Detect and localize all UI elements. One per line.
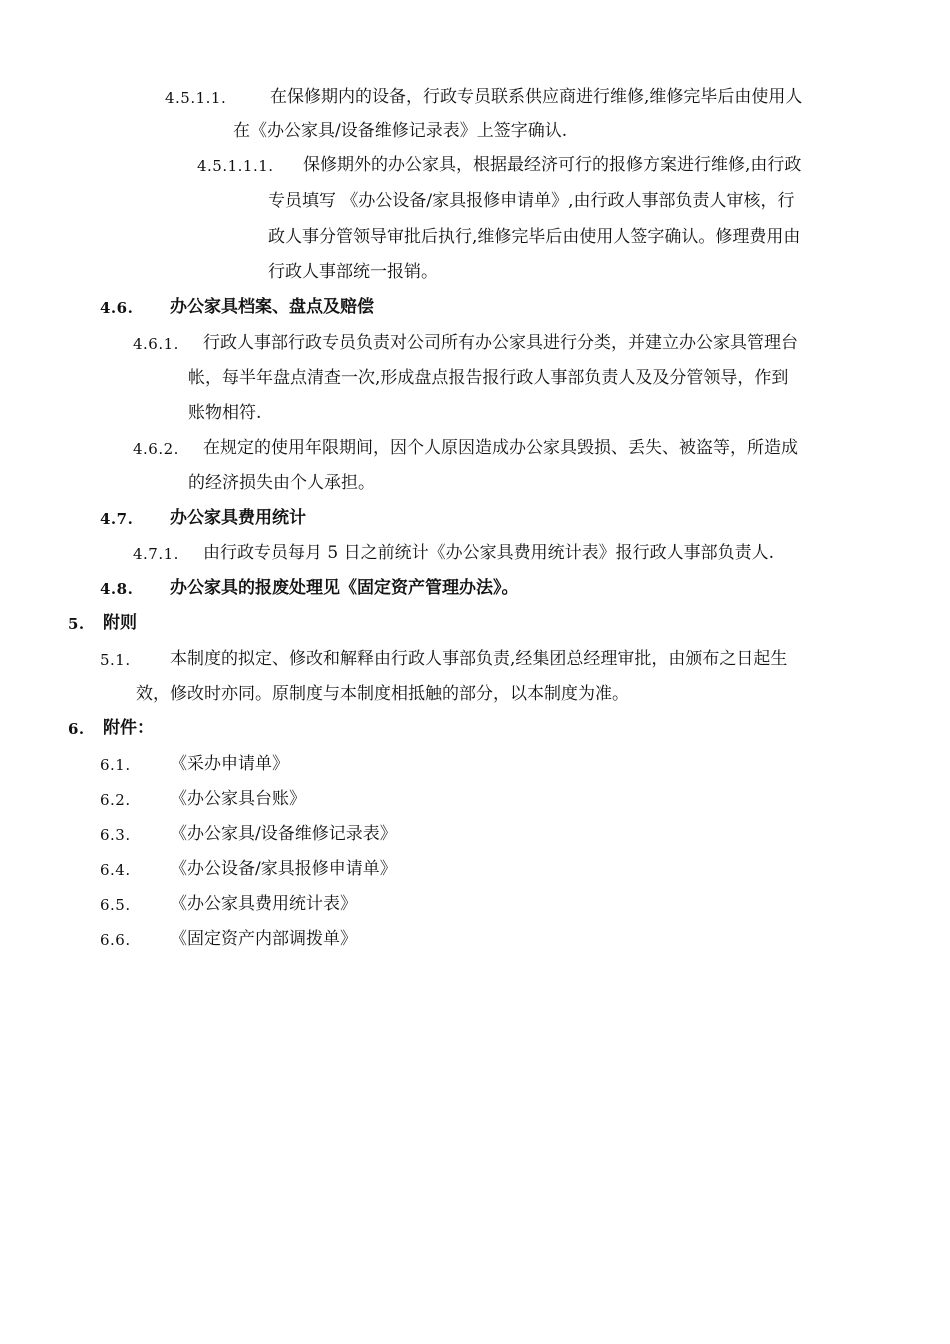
attachment-number: 6.2. [100,791,131,809]
section-text: 本制度的拟定、修改和解释由行政人事部负责,经集团总经理审批，由颁布之日起生 [170,649,788,669]
section-text: 在《办公家具/设备维修记录表》上签字确认. [233,121,568,141]
section-text: 专员填写 《办公设备/家具报修申请单》,由行政人事部负责人审核，行 [268,191,795,211]
section-number: 4.5.1.1.1. [197,157,274,175]
attachment-item: 《办公设备/家具报修申请单》 [170,859,397,879]
section-text: 保修期外的办公家具，根据最经济可行的报修方案进行维修,由行政 [303,155,802,175]
section-text: 政人事分管领导审批后执行,维修完毕后由使用人签字确认。修理费用由 [268,227,801,247]
attachment-number: 6.4. [100,861,131,879]
attachment-item: 《固定资产内部调拨单》 [170,929,357,949]
chapter-heading: 附则 [103,613,137,633]
chapter-number: 6. [68,720,85,738]
section-text: 在规定的使用年限期间，因个人原因造成办公家具毁损、丢失、被盗等，所造成 [203,438,798,458]
section-heading-number: 4.7. [100,510,134,528]
attachment-number: 6.6. [100,931,131,949]
attachment-number: 6.5. [100,896,131,914]
section-heading: 办公家具档案、盘点及赔偿 [170,297,374,317]
attachment-item: 《办公家具/设备维修记录表》 [170,824,397,844]
section-text: 行政人事部统一报销。 [268,262,438,282]
attachment-number: 6.1. [100,756,131,774]
section-number: 4.5.1.1. [165,89,227,107]
attachment-item: 《办公家具台账》 [170,789,306,809]
attachment-item: 《办公家具费用统计表》 [170,894,357,914]
section-heading: 办公家具费用统计 [170,508,306,528]
section-number: 5.1. [100,651,131,669]
section-text: 帐，每半年盘点清查一次,形成盘点报告报行政人事部负责人及及分管领导，作到 [188,368,789,388]
section-number: 4.6.1. [133,335,179,353]
section-text: 行政人事部行政专员负责对公司所有办公家具进行分类，并建立办公家具管理台 [203,333,798,353]
attachment-item: 《采办申请单》 [170,754,289,774]
section-heading: 办公家具的报废处理见《固定资产管理办法》。 [170,578,519,598]
section-heading-number: 4.6. [100,299,134,317]
chapter-heading: 附件： [103,718,154,738]
section-text: 由行政专员每月 5 日之前统计《办公家具费用统计表》报行政人事部负责人. [203,543,775,563]
attachment-number: 6.3. [100,826,131,844]
chapter-number: 5. [68,615,85,633]
section-text: 账物相符. [188,403,262,423]
section-number: 4.7.1. [133,545,179,563]
section-text: 在保修期内的设备，行政专员联系供应商进行维修,维修完毕后由使用人 [270,87,803,107]
section-number: 4.6.2. [133,440,179,458]
section-heading-number: 4.8. [100,580,134,598]
section-text: 的经济损失由个人承担。 [188,473,375,493]
section-text: 效，修改时亦同。原制度与本制度相抵触的部分，以本制度为准。 [136,684,629,704]
